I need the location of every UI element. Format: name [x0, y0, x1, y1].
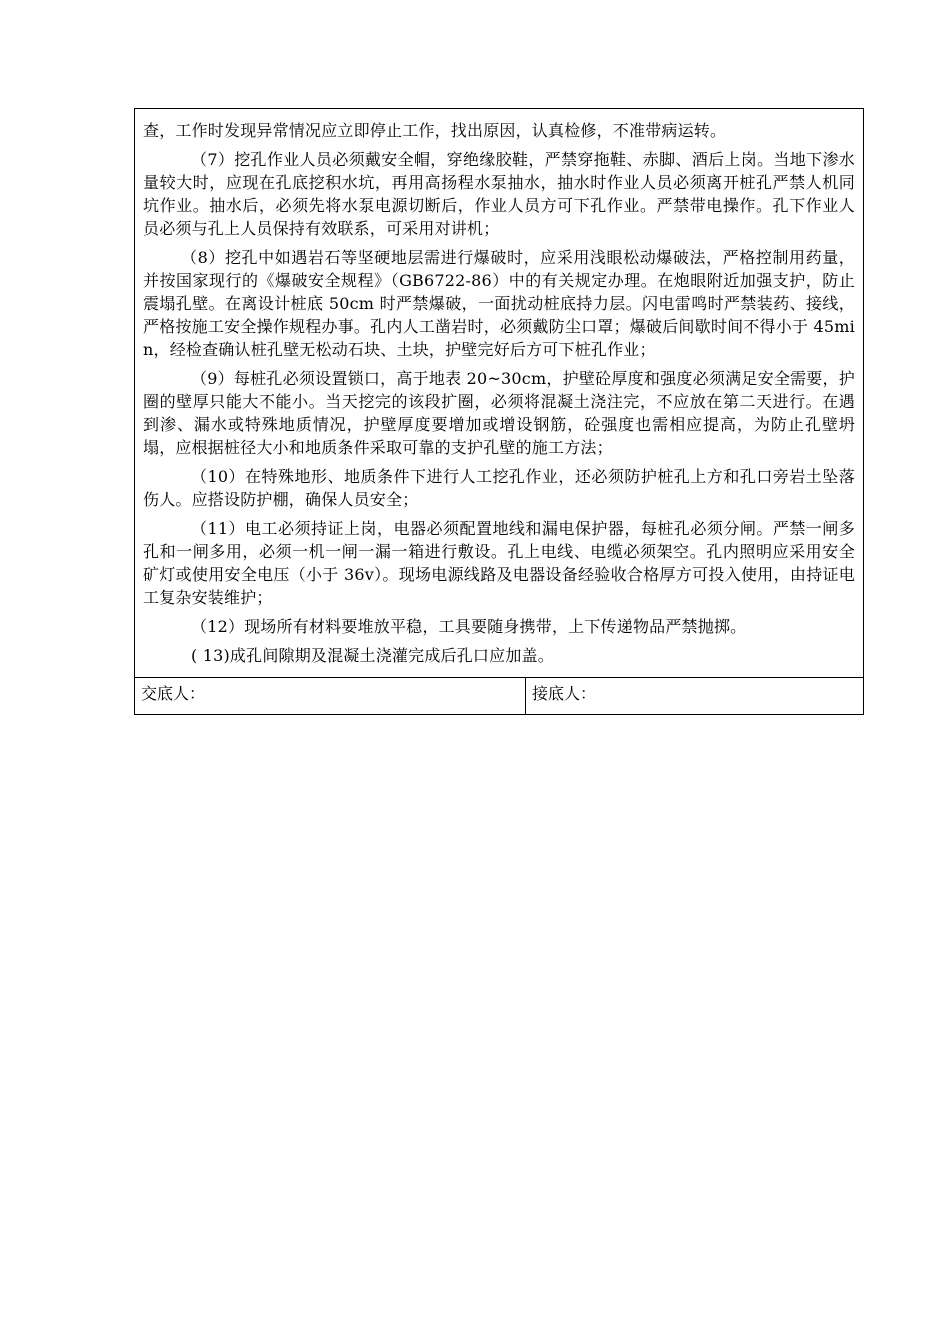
- paragraph-item-7: （7）挖孔作业人员必须戴安全帽，穿绝缘胶鞋，严禁穿拖鞋、赤脚、酒后上岗。当地下渗水量较大时，应现在孔底挖积水坑，再用高扬程水泵抽水，抽水时作业人员必须离开桩孔严禁人机同坑作业。抽水后，必须先将水泵电源切断后，作业人员方可下孔作业。严禁带电操作。孔下作业人员必须与孔上人员保持有效联系，可采用对讲机；: [143, 150, 855, 238]
- paragraph-item-9: （9）每桩孔必须设置锁口，高于地表 20~30cm，护壁砼厚度和强度必须满足安全需要，护圈的壁厚只能大不能小。当天挖完的该段扩圈，必须将混凝土浇注完，不应放在第二天进行。在遇到渗、漏水或特殊地质情况，护壁厚度要增加或增设钢筋，砼强度也需相应提高，为防止孔壁坍塌，应根据桩径大小和地质条件采取可靠的支护孔壁的施工方法；: [143, 369, 855, 457]
- disclosure-table: [134, 108, 864, 715]
- receiver-label: 接底人：: [532, 684, 597, 703]
- receiver-signature-cell: [526, 678, 864, 715]
- handover-signature-cell: [135, 678, 526, 715]
- content-cell: [135, 109, 864, 678]
- paragraph-item-12: （12）现场所有材料要堆放平稳，工具要随身携带，上下传递物品严禁抛掷。: [191, 617, 747, 636]
- signature-row: [135, 678, 864, 715]
- paragraph-item-11: （11）电工必须持证上岗，电器必须配置地线和漏电保护器，每桩孔必须分闸。严禁一闸多孔和一闸多用，必须一机一闸一漏一箱进行敷设。孔上电线、电缆必须架空。孔内照明应采用安全矿灯或使用安全电压（小于 36v）。现场电源线路及电器设备经验收合格厚方可投入使用，由持证电工复杂安装维护；: [143, 519, 855, 607]
- paragraph-item-10: （10）在特殊地形、地质条件下进行人工挖孔作业，还必须防护桩孔上方和孔口旁岩土坠落伤人。应搭设防护棚，确保人员安全；: [143, 467, 855, 509]
- paragraph-item-8: （8）挖孔中如遇岩石等坚硬地层需进行爆破时，应采用浅眼松动爆破法，严格控制用药量，并按国家现行的《爆破安全规程》（GB6722-86）中的有关规定办理。在炮眼附近加强支护，防止震塌孔壁。在离设计桩底 50cm 时严禁爆破，一面扰动桩底持力层。闪电雷鸣时严禁装药、接线，严格按施工安全操作规程办事。孔内人工凿岩时，必须戴防尘口罩；爆破后间歇时间不得小于 45min，经检查确认桩孔壁无松动石块、土块，护壁完好后方可下桩孔作业；: [143, 248, 855, 359]
- paragraph-item-13: ( 13)成孔间隙期及混凝土浇灌完成后孔口应加盖。: [191, 646, 554, 665]
- handover-label: 交底人：: [141, 684, 206, 703]
- paragraph-continuation: 查，工作时发现异常情况应立即停止工作，找出原因，认真检修，不准带病运转。: [143, 121, 727, 140]
- content-row: [135, 109, 864, 678]
